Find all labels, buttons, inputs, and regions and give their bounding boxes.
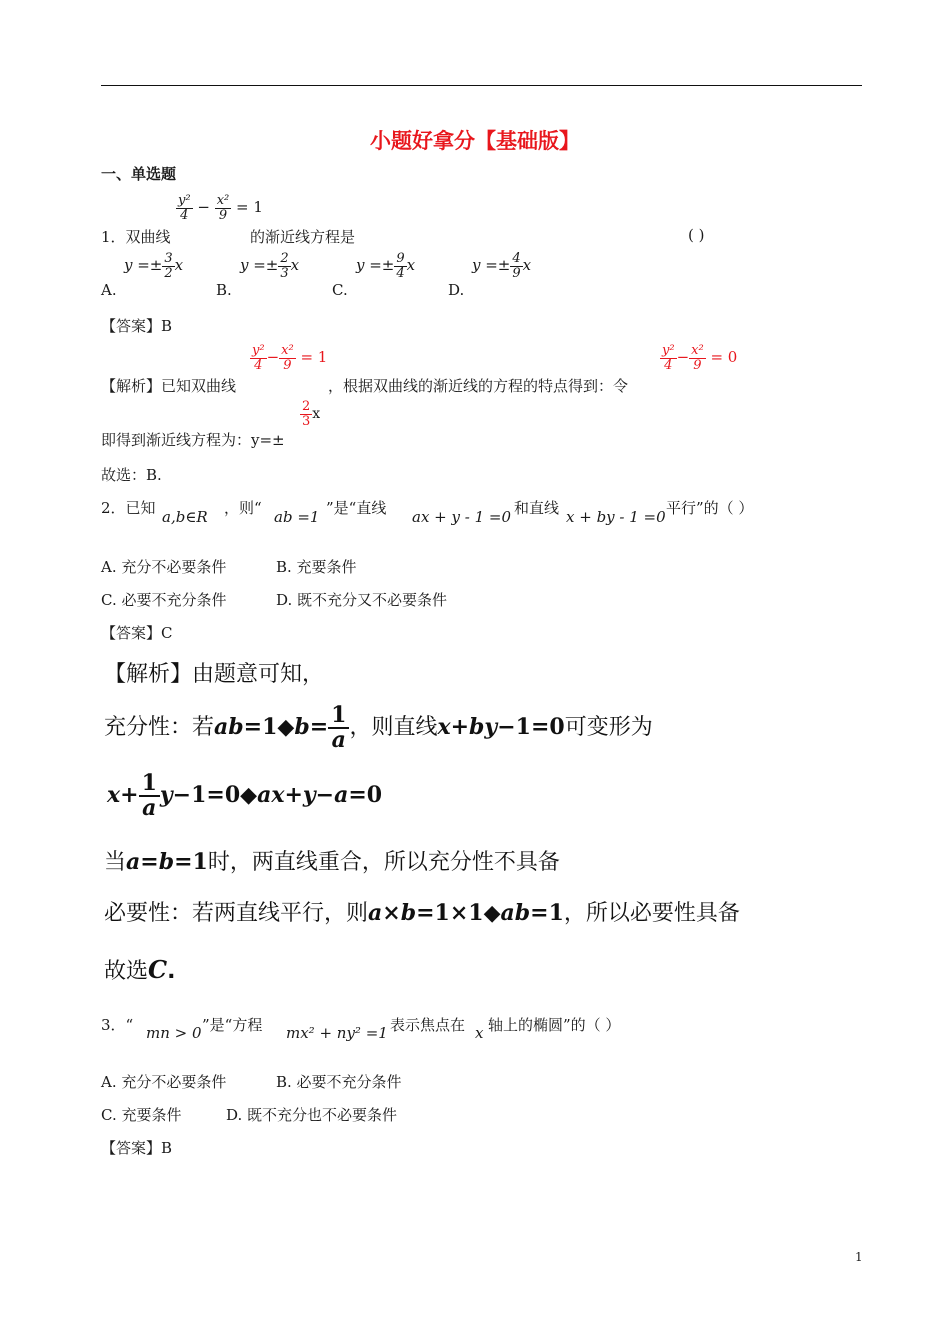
q2-stem-1: 2．已知 (101, 499, 156, 517)
q3-answer: 【答案】B (101, 1139, 173, 1157)
q1-option-a: y =± $\frac{3}{2}$ x (124, 251, 184, 281)
q1-analysis-equation: $\frac{\text{y²}}{4}$ − $\frac{\text{x²}}{9}$ = 1 (252, 343, 328, 373)
q2-option-b: B. 充要条件 (276, 558, 357, 576)
q2-analysis-line-5: 必要性：若两直线平行，则a×b=1×1◆ab=1，所以必要性具备 (104, 900, 740, 926)
q3-option-a: A. 充分不必要条件 (101, 1073, 227, 1091)
q2-ab: ab =1 (274, 508, 320, 526)
q2-line2: x + by - 1 =0 (566, 508, 666, 526)
q3-stem-1: 3．“ (101, 1016, 134, 1034)
q2-analysis-line-1: 【解析】由题意可知， (104, 662, 325, 687)
q1-asymptote: $\frac{2}{3}$ x (302, 399, 321, 429)
q2-condition: a,b∈R (162, 508, 208, 526)
q2-stem-5: 平行”的（ ） (666, 499, 754, 517)
q3-equation: mx² + ny² =1 (286, 1024, 388, 1042)
q2-answer: 【答案】C (101, 624, 173, 642)
q2-option-d: D. 既不充分又不必要条件 (276, 591, 448, 609)
q1-analysis-result: 即得到渐近线方程为：y=± (101, 431, 285, 449)
q2-analysis-line-3: x+ $\frac{1}{a}$ y−1=0◆ax+y−a=0 (107, 770, 383, 822)
section-heading: 一、单选题 (101, 165, 177, 183)
q1-option-c-label: C. (332, 281, 348, 299)
q1-choose: 故选：B. (101, 466, 162, 484)
q3-option-b: B. 必要不充分条件 (276, 1073, 402, 1091)
q1-analysis-equation-zero: $\frac{\text{y²}}{4}$ − $\frac{\text{x²}}{9}$ = 0 (662, 343, 738, 373)
q1-option-b: y =± $\frac{2}{3}$ x (240, 251, 300, 281)
q1-answer: 【答案】B (101, 317, 173, 335)
header-rule (101, 85, 862, 86)
q2-stem-3: ”是“直线 (326, 499, 387, 517)
q3-stem-3: 表示焦点在 (390, 1016, 466, 1034)
q2-analysis-line-6: 故选C. (104, 955, 176, 984)
q3-condition: mn > 0 (146, 1024, 202, 1042)
q1-equation: $\frac{\text{y²}}{4}$ − $\frac{\text{x²}}{9}$ = 1 (178, 193, 263, 223)
page-title: 小题好拿分【基础版】 (370, 129, 580, 153)
q1-stem-tail: 的渐近线方程是 (250, 228, 356, 246)
q2-analysis-line-2: 充分性：若ab=1◆b= $\frac{1}{a}$ ，则直线x+by−1=0可变形为 (104, 702, 653, 754)
q1-analysis-mid: ，根据双曲线的渐近线的方程的特点得到：令 (328, 377, 629, 395)
q1-stem: 1．双曲线 (101, 228, 171, 246)
q2-option-a: A. 充分不必要条件 (101, 558, 227, 576)
q2-analysis-line-4: 当a=b=1时，两直线重合，所以充分性不具备 (104, 849, 560, 875)
q1-option-c: y =± $\frac{9}{4}$ x (356, 251, 416, 281)
q1-paren: ( ) (688, 226, 705, 244)
q1-option-a-label: A. (101, 281, 117, 299)
q1-analysis-head: 【解析】已知双曲线 (101, 377, 237, 395)
page-number: 1 (855, 1250, 863, 1264)
q1-option-b-label: B. (216, 281, 232, 299)
q2-option-c: C. 必要不充分条件 (101, 591, 227, 609)
q2-stem-4: 和直线 (514, 499, 560, 517)
q3-option-c: C. 充要条件 (101, 1106, 182, 1124)
q1-option-d: y =± $\frac{4}{9}$ x (472, 251, 532, 281)
q3-axis: x (475, 1024, 484, 1042)
q1-option-d-label: D. (448, 281, 465, 299)
q3-stem-4: 轴上的椭圆”的（ ） (488, 1016, 621, 1034)
q3-stem-2: ”是“方程 (202, 1016, 263, 1034)
q3-option-d: D. 既不充分也不必要条件 (226, 1106, 398, 1124)
q2-line1: ax + y - 1 =0 (412, 508, 512, 526)
q2-stem-2: ，则“ (224, 499, 262, 517)
